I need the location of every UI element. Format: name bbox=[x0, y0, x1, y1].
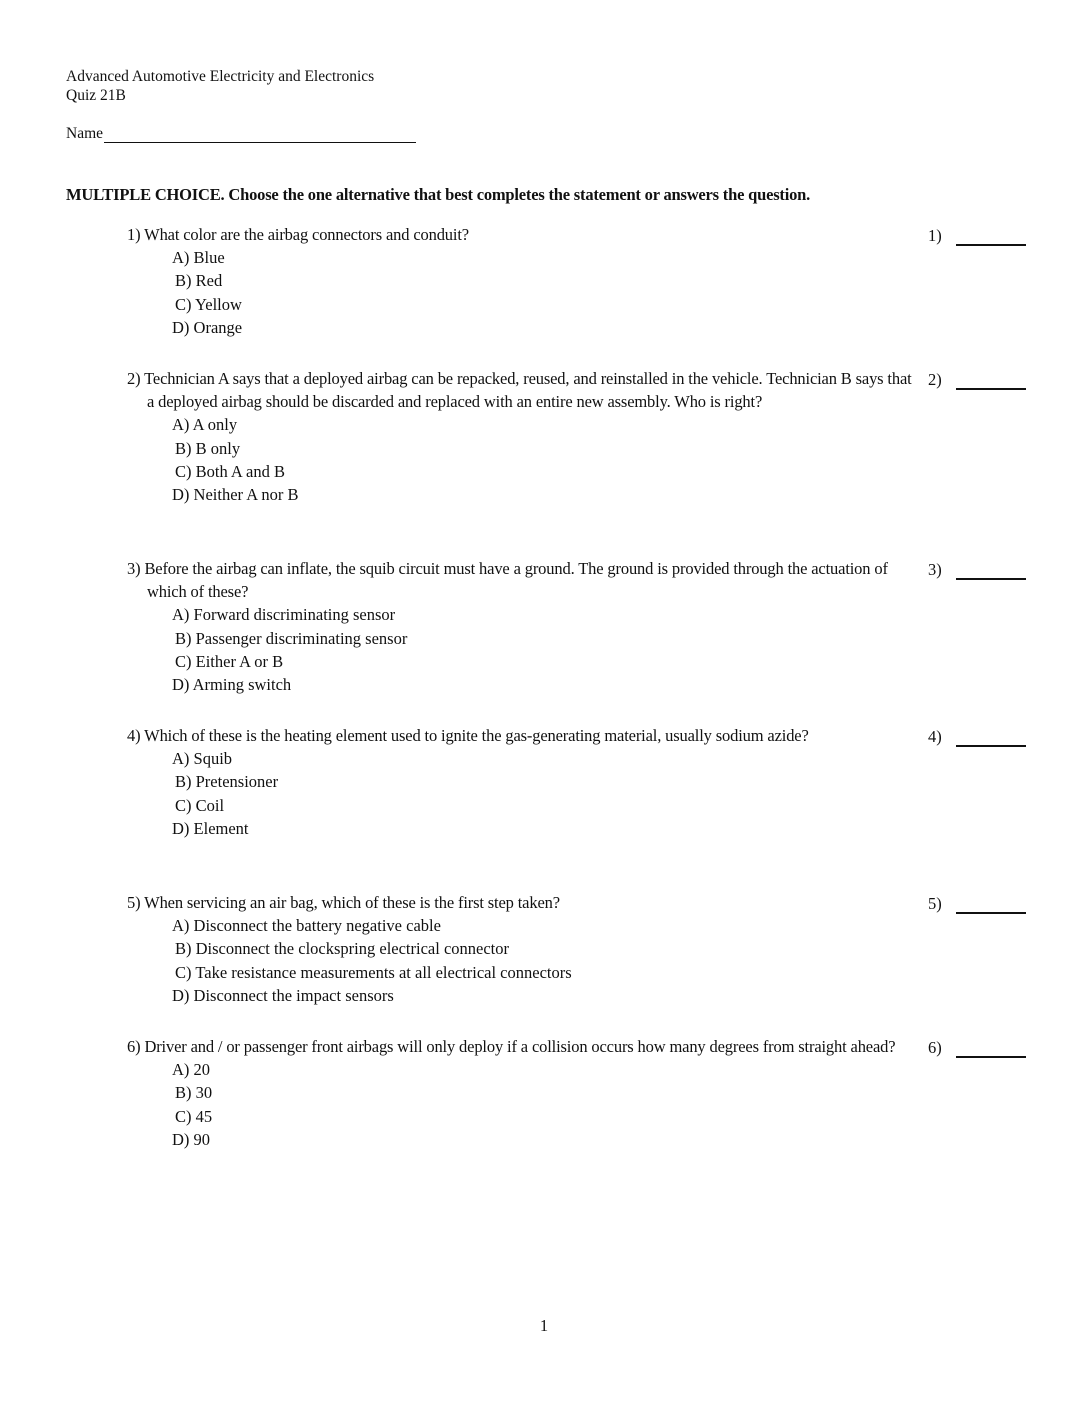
option-b: B) Pretensioner bbox=[175, 772, 279, 792]
question-number: 5) bbox=[127, 893, 141, 912]
option-c: C) Yellow bbox=[175, 294, 242, 314]
option-a: A) 20 bbox=[172, 1060, 211, 1080]
answer-slot-1 bbox=[928, 226, 1026, 246]
section-instructions: MULTIPLE CHOICE. Choose the one alternative that best completes the statement or answers the question. bbox=[66, 185, 811, 204]
question-text: What color are the airbag connectors and conduit? bbox=[144, 225, 469, 244]
options-list bbox=[172, 747, 917, 840]
question-text: Before the airbag can inflate, the squib circuit must have a ground. The ground is provided through the actuation of which of these? bbox=[144, 559, 888, 602]
answer-number: 4) bbox=[928, 727, 942, 746]
question-6 bbox=[127, 1035, 917, 1151]
answer-slot-2 bbox=[928, 370, 1026, 390]
answer-number: 5) bbox=[928, 894, 942, 913]
options-list bbox=[172, 1058, 917, 1151]
answer-slot-4 bbox=[928, 727, 1026, 747]
name-label: Name bbox=[66, 125, 104, 142]
option-d: D) Arming switch bbox=[172, 675, 292, 695]
answer-number: 1) bbox=[928, 226, 942, 245]
answer-slot-5 bbox=[928, 894, 1026, 914]
options-list bbox=[172, 413, 917, 506]
option-c: C) Take resistance measurements at all electrical connectors bbox=[175, 962, 572, 982]
course-title: Advanced Automotive Electricity and Electronics bbox=[66, 68, 375, 85]
question-text: Which of these is the heating element used to ignite the gas-generating material, usually sodium azide? bbox=[144, 726, 809, 745]
option-c: C) 45 bbox=[175, 1106, 213, 1126]
question-text: Technician A says that a deployed airbag can be repacked, reused, and reinstalled in the vehicle. Technician B says that a deployed airbag should be discarded and replaced with an entire new assembly. Who is right? bbox=[144, 369, 912, 412]
question-number: 1) bbox=[127, 225, 141, 244]
options-list bbox=[172, 914, 917, 1007]
name-blank-line[interactable] bbox=[104, 125, 416, 143]
page-number: 1 bbox=[539, 1316, 549, 1335]
question-stem bbox=[127, 891, 917, 914]
answer-blank[interactable] bbox=[956, 898, 1026, 914]
question-5 bbox=[127, 891, 917, 1007]
option-a: A) Blue bbox=[172, 248, 225, 268]
question-stem bbox=[127, 557, 917, 603]
question-text: Driver and / or passenger front airbags will only deploy if a collision occurs how many degrees from straight ahead? bbox=[144, 1037, 896, 1056]
question-stem bbox=[127, 724, 917, 747]
question-3 bbox=[127, 557, 917, 696]
option-b: B) 30 bbox=[175, 1083, 213, 1103]
option-d: D) 90 bbox=[172, 1129, 211, 1149]
option-a: A) Forward discriminating sensor bbox=[172, 605, 396, 625]
option-c: C) Either A or B bbox=[175, 651, 284, 671]
option-b: B) B only bbox=[175, 438, 241, 458]
option-d: D) Disconnect the impact sensors bbox=[172, 985, 394, 1005]
option-a: A) A only bbox=[172, 415, 238, 435]
question-stem bbox=[127, 1035, 917, 1058]
question-text: When servicing an air bag, which of these is the first step taken? bbox=[144, 893, 560, 912]
option-a: A) Squib bbox=[172, 749, 233, 769]
answer-number: 2) bbox=[928, 370, 942, 389]
question-number: 3) bbox=[127, 559, 141, 578]
options-list bbox=[172, 246, 917, 339]
answer-slot-3 bbox=[928, 560, 1026, 580]
answer-blank[interactable] bbox=[956, 1042, 1026, 1058]
option-d: D) Element bbox=[172, 818, 249, 838]
option-d: D) Orange bbox=[172, 317, 243, 337]
answer-blank[interactable] bbox=[956, 374, 1026, 390]
question-number: 2) bbox=[127, 369, 141, 388]
answer-blank[interactable] bbox=[956, 564, 1026, 580]
option-c: C) Coil bbox=[175, 795, 225, 815]
answer-number: 6) bbox=[928, 1038, 942, 1057]
answer-blank[interactable] bbox=[956, 230, 1026, 246]
question-stem bbox=[127, 367, 917, 413]
question-1 bbox=[127, 223, 917, 339]
option-b: B) Red bbox=[175, 271, 223, 291]
option-a: A) Disconnect the battery negative cable bbox=[172, 916, 441, 936]
options-list bbox=[172, 603, 917, 696]
option-c: C) Both A and B bbox=[175, 461, 286, 481]
name-field bbox=[66, 125, 416, 143]
question-number: 4) bbox=[127, 726, 141, 745]
option-d: D) Neither A nor B bbox=[172, 485, 299, 505]
option-b: B) Passenger discriminating sensor bbox=[175, 628, 408, 648]
option-b: B) Disconnect the clockspring electrical connector bbox=[175, 939, 509, 959]
question-stem bbox=[127, 223, 917, 246]
question-number: 6) bbox=[127, 1037, 141, 1056]
question-4 bbox=[127, 724, 917, 840]
answer-number: 3) bbox=[928, 560, 942, 579]
question-2 bbox=[127, 367, 917, 506]
answer-slot-6 bbox=[928, 1038, 1026, 1058]
answer-blank[interactable] bbox=[956, 731, 1026, 747]
quiz-title: Quiz 21B bbox=[66, 87, 126, 104]
